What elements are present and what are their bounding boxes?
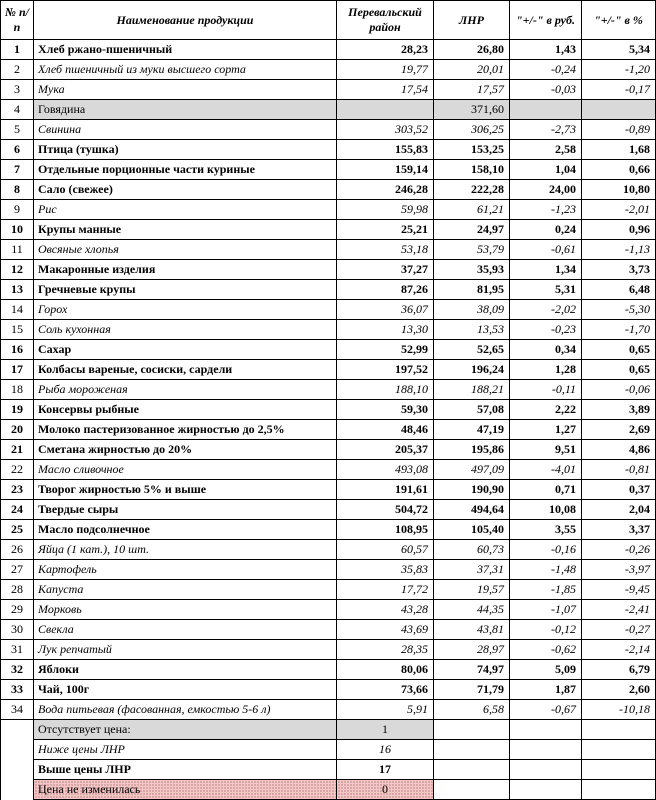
product-name: Масло сливочное (34, 460, 337, 480)
diff-pct: -0,17 (582, 80, 656, 100)
table-row (1, 420, 656, 440)
price-perevalsk: 53,18 (337, 240, 434, 260)
price-perevalsk: 35,83 (337, 560, 434, 580)
diff-rub: -2,02 (510, 300, 582, 320)
product-name: Лук репчатый (34, 640, 337, 660)
row-number: 17 (1, 360, 34, 380)
diff-rub: 10,08 (510, 500, 582, 520)
price-perevalsk: 205,37 (337, 440, 434, 460)
product-name: Отдельные порционные части куриные (34, 160, 337, 180)
table-row (1, 560, 656, 580)
diff-rub: -0,61 (510, 240, 582, 260)
price-lnr: 371,60 (434, 100, 510, 120)
summary-label: Отсутствует цена: (34, 720, 337, 740)
diff-pct: 0,65 (582, 360, 656, 380)
price-lnr: 37,31 (434, 560, 510, 580)
product-name: Рис (34, 200, 337, 220)
table-row (1, 380, 656, 400)
diff-pct: -2,14 (582, 640, 656, 660)
diff-rub: -0,16 (510, 540, 582, 560)
table-row (1, 620, 656, 640)
price-perevalsk: 188,10 (337, 380, 434, 400)
price-lnr: 52,65 (434, 340, 510, 360)
row-number: 32 (1, 660, 34, 680)
diff-rub: 9,51 (510, 440, 582, 460)
diff-pct: 0,65 (582, 340, 656, 360)
price-lnr: 61,21 (434, 200, 510, 220)
summary-blank-cell (1, 760, 34, 780)
price-perevalsk: 108,95 (337, 520, 434, 540)
price-lnr: 19,57 (434, 580, 510, 600)
table-row (1, 80, 656, 100)
summary-empty-cell (582, 760, 656, 780)
diff-pct: 3,89 (582, 400, 656, 420)
diff-rub: 1,04 (510, 160, 582, 180)
diff-rub: 3,55 (510, 520, 582, 540)
product-name: Яблоки (34, 660, 337, 680)
product-name: Гречневые крупы (34, 280, 337, 300)
diff-rub: -0,03 (510, 80, 582, 100)
diff-pct: 0,66 (582, 160, 656, 180)
price-perevalsk: 17,72 (337, 580, 434, 600)
price-lnr: 28,97 (434, 640, 510, 660)
row-number: 29 (1, 600, 34, 620)
row-number: 12 (1, 260, 34, 280)
price-lnr: 190,90 (434, 480, 510, 500)
diff-pct: -1,13 (582, 240, 656, 260)
summary-empty-cell (582, 720, 656, 740)
row-number: 11 (1, 240, 34, 260)
summary-empty-cell (582, 780, 656, 800)
price-lnr: 153,25 (434, 140, 510, 160)
summary-empty-cell (582, 740, 656, 760)
table-row (1, 160, 656, 180)
product-name: Свекла (34, 620, 337, 640)
product-name: Колбасы вареные, сосиски, сардели (34, 360, 337, 380)
table-row (1, 640, 656, 660)
row-number: 34 (1, 700, 34, 720)
product-name: Макаронные изделия (34, 260, 337, 280)
row-number: 25 (1, 520, 34, 540)
price-perevalsk: 159,14 (337, 160, 434, 180)
price-lnr: 20,01 (434, 60, 510, 80)
diff-rub: 1,27 (510, 420, 582, 440)
price-lnr: 35,93 (434, 260, 510, 280)
summary-blank-cell (1, 720, 34, 740)
product-name: Капуста (34, 580, 337, 600)
summary-value: 0 (337, 780, 434, 800)
diff-rub: -0,62 (510, 640, 582, 660)
diff-rub (510, 100, 582, 120)
row-number: 26 (1, 540, 34, 560)
diff-pct: 0,37 (582, 480, 656, 500)
price-lnr: 222,28 (434, 180, 510, 200)
product-name: Птица (тушка) (34, 140, 337, 160)
summary-section (1, 720, 656, 800)
diff-pct: 5,34 (582, 40, 656, 60)
diff-pct: -0,81 (582, 460, 656, 480)
table-row (1, 180, 656, 200)
product-name: Молоко пастеризованное жирностью до 2,5% (34, 420, 337, 440)
row-number: 7 (1, 160, 34, 180)
diff-rub: 5,31 (510, 280, 582, 300)
summary-blank-cell (1, 780, 34, 800)
price-perevalsk: 155,83 (337, 140, 434, 160)
summary-value: 17 (337, 760, 434, 780)
row-number: 24 (1, 500, 34, 520)
product-name: Свинина (34, 120, 337, 140)
table-row (1, 500, 656, 520)
product-name: Твердые сыры (34, 500, 337, 520)
diff-rub: 0,34 (510, 340, 582, 360)
price-perevalsk: 87,26 (337, 280, 434, 300)
summary-empty-cell (434, 720, 510, 740)
diff-pct: 10,80 (582, 180, 656, 200)
row-number: 23 (1, 480, 34, 500)
product-name: Консервы рыбные (34, 400, 337, 420)
summary-empty-cell (510, 780, 582, 800)
diff-rub: -1,23 (510, 200, 582, 220)
row-number: 1 (1, 40, 34, 60)
product-name: Сахар (34, 340, 337, 360)
product-name: Хлеб пшеничный из муки высшего сорта (34, 60, 337, 80)
price-lnr: 196,24 (434, 360, 510, 380)
price-perevalsk: 246,28 (337, 180, 434, 200)
row-number: 30 (1, 620, 34, 640)
price-lnr: 158,10 (434, 160, 510, 180)
product-name: Рыба мороженая (34, 380, 337, 400)
price-lnr: 81,95 (434, 280, 510, 300)
diff-rub: -1,85 (510, 580, 582, 600)
table-row (1, 480, 656, 500)
row-number: 15 (1, 320, 34, 340)
price-perevalsk: 19,77 (337, 60, 434, 80)
row-number: 31 (1, 640, 34, 660)
diff-rub: 2,22 (510, 400, 582, 420)
price-lnr: 26,80 (434, 40, 510, 60)
summary-row (1, 740, 656, 760)
diff-rub: 1,87 (510, 680, 582, 700)
diff-pct: 0,96 (582, 220, 656, 240)
diff-rub: -0,24 (510, 60, 582, 80)
header-product-name: Наименование продукции (34, 1, 337, 40)
row-number: 2 (1, 60, 34, 80)
table-row (1, 100, 656, 120)
price-lnr: 105,40 (434, 520, 510, 540)
diff-pct: -3,97 (582, 560, 656, 580)
price-perevalsk: 493,08 (337, 460, 434, 480)
row-number: 21 (1, 440, 34, 460)
summary-empty-cell (510, 740, 582, 760)
row-number: 22 (1, 460, 34, 480)
product-name: Мука (34, 80, 337, 100)
price-lnr: 17,57 (434, 80, 510, 100)
product-name: Морковь (34, 600, 337, 620)
diff-rub: 1,28 (510, 360, 582, 380)
summary-empty-cell (510, 720, 582, 740)
price-perevalsk: 59,30 (337, 400, 434, 420)
price-perevalsk: 25,21 (337, 220, 434, 240)
row-number: 10 (1, 220, 34, 240)
diff-pct: 3,37 (582, 520, 656, 540)
diff-rub: 2,58 (510, 140, 582, 160)
product-name: Чай, 100г (34, 680, 337, 700)
price-perevalsk: 43,28 (337, 600, 434, 620)
summary-label: Выше цены ЛНР (34, 760, 337, 780)
diff-pct: 2,60 (582, 680, 656, 700)
diff-pct: -0,06 (582, 380, 656, 400)
table-row (1, 540, 656, 560)
table-header-row (1, 1, 656, 40)
price-lnr: 13,53 (434, 320, 510, 340)
product-name: Творог жирностью 5% и выше (34, 480, 337, 500)
diff-pct (582, 100, 656, 120)
header-perevalsk: Перевальский район (337, 1, 434, 40)
summary-label: Ниже цены ЛНР (34, 740, 337, 760)
summary-label: Цена не изменилась (34, 780, 337, 800)
product-name: Картофель (34, 560, 337, 580)
product-name: Сало (свежее) (34, 180, 337, 200)
product-name: Говядина (34, 100, 337, 120)
diff-pct: -1,20 (582, 60, 656, 80)
row-number: 14 (1, 300, 34, 320)
price-lnr: 74,97 (434, 660, 510, 680)
table-row (1, 280, 656, 300)
row-number: 9 (1, 200, 34, 220)
diff-pct: 6,48 (582, 280, 656, 300)
diff-rub: -4,01 (510, 460, 582, 480)
table-body (1, 40, 656, 720)
product-name: Овсяные хлопья (34, 240, 337, 260)
diff-rub: -0,12 (510, 620, 582, 640)
price-lnr: 57,08 (434, 400, 510, 420)
diff-pct: 4,86 (582, 440, 656, 460)
summary-empty-cell (510, 760, 582, 780)
diff-pct: 2,04 (582, 500, 656, 520)
diff-rub: 24,00 (510, 180, 582, 200)
diff-pct: -2,41 (582, 600, 656, 620)
row-number: 20 (1, 420, 34, 440)
summary-row (1, 720, 656, 740)
table-row (1, 660, 656, 680)
diff-rub: -0,67 (510, 700, 582, 720)
price-lnr: 6,58 (434, 700, 510, 720)
table-row (1, 520, 656, 540)
row-number: 27 (1, 560, 34, 580)
price-perevalsk: 73,66 (337, 680, 434, 700)
table-row (1, 580, 656, 600)
diff-pct: -1,70 (582, 320, 656, 340)
summary-row (1, 780, 656, 800)
price-perevalsk: 48,46 (337, 420, 434, 440)
price-perevalsk (337, 100, 434, 120)
summary-empty-cell (434, 760, 510, 780)
price-perevalsk: 504,72 (337, 500, 434, 520)
row-number: 33 (1, 680, 34, 700)
price-perevalsk: 197,52 (337, 360, 434, 380)
table-row (1, 680, 656, 700)
price-perevalsk: 17,54 (337, 80, 434, 100)
product-name: Соль кухонная (34, 320, 337, 340)
price-lnr: 71,79 (434, 680, 510, 700)
table-row (1, 400, 656, 420)
diff-pct: 2,69 (582, 420, 656, 440)
price-lnr: 44,35 (434, 600, 510, 620)
product-name: Хлеб ржано-пшеничный (34, 40, 337, 60)
table-row (1, 120, 656, 140)
diff-pct: -0,26 (582, 540, 656, 560)
diff-pct: -0,27 (582, 620, 656, 640)
table-row (1, 140, 656, 160)
price-perevalsk: 28,23 (337, 40, 434, 60)
table-row (1, 700, 656, 720)
price-lnr: 188,21 (434, 380, 510, 400)
price-lnr: 53,79 (434, 240, 510, 260)
price-perevalsk: 303,52 (337, 120, 434, 140)
price-perevalsk: 191,61 (337, 480, 434, 500)
table-row (1, 300, 656, 320)
price-lnr: 195,86 (434, 440, 510, 460)
price-perevalsk: 36,07 (337, 300, 434, 320)
table-row (1, 460, 656, 480)
price-perevalsk: 37,27 (337, 260, 434, 280)
price-perevalsk: 80,06 (337, 660, 434, 680)
row-number: 4 (1, 100, 34, 120)
diff-pct: -2,01 (582, 200, 656, 220)
price-lnr: 43,81 (434, 620, 510, 640)
product-name: Сметана жирностью до 20% (34, 440, 337, 460)
price-lnr: 60,73 (434, 540, 510, 560)
summary-blank-cell (1, 740, 34, 760)
diff-rub: 0,71 (510, 480, 582, 500)
table-row (1, 340, 656, 360)
table-row (1, 320, 656, 340)
row-number: 5 (1, 120, 34, 140)
table-row (1, 40, 656, 60)
diff-rub: -1,07 (510, 600, 582, 620)
row-number: 8 (1, 180, 34, 200)
product-name: Крупы манные (34, 220, 337, 240)
row-number: 16 (1, 340, 34, 360)
price-perevalsk: 52,99 (337, 340, 434, 360)
table-row (1, 220, 656, 240)
table-row (1, 60, 656, 80)
diff-pct: -0,89 (582, 120, 656, 140)
diff-rub: 1,34 (510, 260, 582, 280)
price-lnr: 47,19 (434, 420, 510, 440)
diff-rub: -2,73 (510, 120, 582, 140)
diff-pct: -10,18 (582, 700, 656, 720)
row-number: 18 (1, 380, 34, 400)
diff-pct: 3,73 (582, 260, 656, 280)
table-row (1, 360, 656, 380)
header-diff-rub: "+/-" в руб. (510, 1, 582, 40)
price-lnr: 306,25 (434, 120, 510, 140)
price-perevalsk: 43,69 (337, 620, 434, 640)
table-row (1, 600, 656, 620)
header-lnr: ЛНР (434, 1, 510, 40)
row-number: 28 (1, 580, 34, 600)
diff-pct: -5,30 (582, 300, 656, 320)
product-name: Горох (34, 300, 337, 320)
row-number: 19 (1, 400, 34, 420)
price-lnr: 38,09 (434, 300, 510, 320)
row-number: 6 (1, 140, 34, 160)
header-diff-pct: "+/-" в % (582, 1, 656, 40)
summary-value: 16 (337, 740, 434, 760)
price-lnr: 494,64 (434, 500, 510, 520)
diff-rub: -0,23 (510, 320, 582, 340)
diff-pct: -9,45 (582, 580, 656, 600)
header-num: № п/п (1, 1, 34, 40)
diff-rub: -0,11 (510, 380, 582, 400)
diff-rub: 5,09 (510, 660, 582, 680)
diff-rub: 1,43 (510, 40, 582, 60)
summary-value: 1 (337, 720, 434, 740)
summary-empty-cell (434, 740, 510, 760)
table-row (1, 240, 656, 260)
price-lnr: 497,09 (434, 460, 510, 480)
row-number: 13 (1, 280, 34, 300)
product-name: Масло подсолнечное (34, 520, 337, 540)
row-number: 3 (1, 80, 34, 100)
product-name: Вода питьевая (фасованная, емкостью 5-6 л) (34, 700, 337, 720)
table-row (1, 260, 656, 280)
diff-rub: -1,48 (510, 560, 582, 580)
price-lnr: 24,97 (434, 220, 510, 240)
diff-rub: 0,24 (510, 220, 582, 240)
summary-row (1, 760, 656, 780)
price-perevalsk: 5,91 (337, 700, 434, 720)
price-perevalsk: 28,35 (337, 640, 434, 660)
table-row (1, 440, 656, 460)
summary-empty-cell (434, 780, 510, 800)
table-row (1, 200, 656, 220)
diff-pct: 6,79 (582, 660, 656, 680)
price-perevalsk: 60,57 (337, 540, 434, 560)
diff-pct: 1,68 (582, 140, 656, 160)
price-perevalsk: 59,98 (337, 200, 434, 220)
price-perevalsk: 13,30 (337, 320, 434, 340)
product-name: Яйца (1 кат.), 10 шт. (34, 540, 337, 560)
